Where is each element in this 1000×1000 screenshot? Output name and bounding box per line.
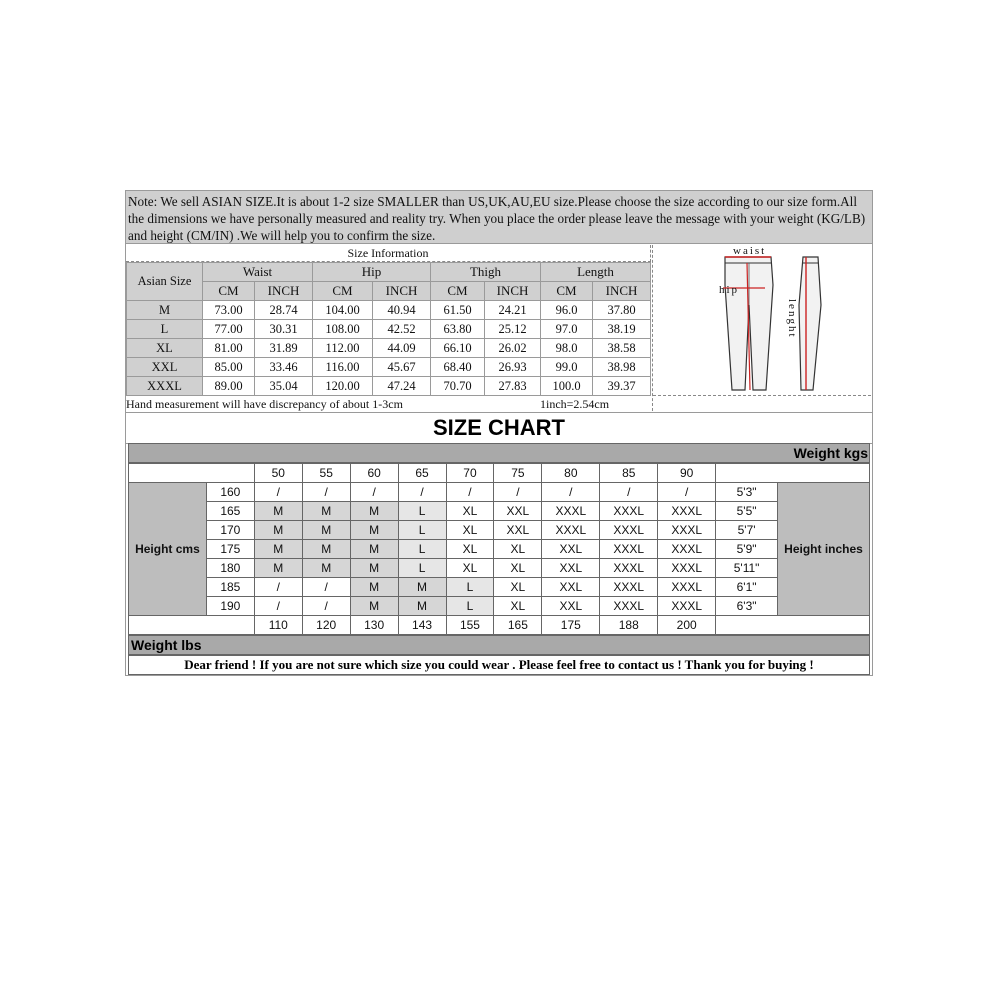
weight-lb-value: 130 (350, 616, 398, 635)
blank-cell (716, 616, 870, 635)
unit-header: INCH (373, 282, 431, 301)
size-cell: / (398, 483, 446, 502)
measurement-cell: 116.00 (313, 358, 373, 377)
size-cell: XL (494, 597, 542, 616)
size-cell: XL (446, 540, 494, 559)
size-cell: XXL (542, 578, 600, 597)
measurement-cell: 44.09 (373, 339, 431, 358)
size-cell: L (398, 540, 446, 559)
size-cell: M (350, 597, 398, 616)
size-chart-table (128, 463, 870, 635)
measurement-cell: 66.10 (431, 339, 485, 358)
height-cm-value: 160 (206, 483, 254, 502)
size-cell: / (446, 483, 494, 502)
illustration-divider (653, 395, 871, 396)
pants-illustration (652, 245, 872, 411)
size-cell: XXXL (658, 578, 716, 597)
size-information-footer (126, 396, 650, 412)
size-cell: M (350, 502, 398, 521)
size-cell: / (302, 578, 350, 597)
height-cm-value: 180 (206, 559, 254, 578)
size-cell: M (350, 578, 398, 597)
height-row (129, 578, 870, 597)
measurement-cell: 25.12 (485, 320, 541, 339)
size-information-table (126, 262, 651, 396)
height-inch-value: 5'9" (716, 540, 778, 559)
measurement-cell: 26.93 (485, 358, 541, 377)
height-row (129, 483, 870, 502)
weight-kgs-bar: Weight kgs (128, 443, 870, 463)
weight-kg-value: 85 (600, 464, 658, 483)
measurement-cell: 89.00 (203, 377, 255, 396)
size-cell: XL (494, 578, 542, 597)
measurement-cell: 97.0 (541, 320, 593, 339)
hip-label: hip (719, 284, 740, 296)
size-cell: / (658, 483, 716, 502)
weight-lb-value: 155 (446, 616, 494, 635)
size-chart (128, 443, 870, 675)
size-cell: XXXL (658, 597, 716, 616)
weight-kg-value: 70 (446, 464, 494, 483)
size-cell: / (302, 597, 350, 616)
weight-lbs-bar: Weight lbs (128, 635, 870, 655)
weight-kg-value: 50 (254, 464, 302, 483)
measurement-cell: 31.89 (255, 339, 313, 358)
height-row (129, 559, 870, 578)
size-cell: M (398, 597, 446, 616)
height-inch-value: 6'3" (716, 597, 778, 616)
measurement-cell: 24.21 (485, 301, 541, 320)
size-cell: M (350, 521, 398, 540)
size-row (127, 320, 651, 339)
measurement-cell: 45.67 (373, 358, 431, 377)
pants-diagram (653, 245, 871, 395)
thigh-header: Thigh (431, 263, 541, 282)
size-cell: XL (494, 559, 542, 578)
height-cm-value: 165 (206, 502, 254, 521)
size-row (127, 301, 651, 320)
size-cell: XXXL (658, 540, 716, 559)
height-inch-value: 5'5" (716, 502, 778, 521)
size-cell: XXL (494, 502, 542, 521)
size-label: XXL (127, 358, 203, 377)
unit-header: INCH (485, 282, 541, 301)
measurement-cell: 96.0 (541, 301, 593, 320)
inch-conversion-note: 1inch=2.54cm (540, 397, 610, 411)
size-label: XXXL (127, 377, 203, 396)
size-cell: XL (446, 559, 494, 578)
height-row (129, 521, 870, 540)
size-chart-title: SIZE CHART (126, 412, 872, 444)
measurement-cell: 30.31 (255, 320, 313, 339)
weight-kg-value: 75 (494, 464, 542, 483)
size-cell: / (600, 483, 658, 502)
size-cell: XXXL (600, 540, 658, 559)
height-row (129, 597, 870, 616)
measurement-cell: 38.98 (593, 358, 651, 377)
height-cm-value: 185 (206, 578, 254, 597)
height-cms-label: Height cms (129, 483, 207, 616)
weight-lb-value: 175 (542, 616, 600, 635)
size-cell: / (542, 483, 600, 502)
size-cell: / (254, 483, 302, 502)
unit-header: CM (313, 282, 373, 301)
size-cell: / (254, 578, 302, 597)
height-inch-value: 5'7' (716, 521, 778, 540)
measurement-cell: 73.00 (203, 301, 255, 320)
measurement-cell: 112.00 (313, 339, 373, 358)
length-label: lenght (786, 299, 798, 339)
size-label: M (127, 301, 203, 320)
height-cm-value: 175 (206, 540, 254, 559)
size-cell: XXXL (658, 521, 716, 540)
measurement-cell: 47.24 (373, 377, 431, 396)
size-cell: M (254, 540, 302, 559)
size-cell: XXL (494, 521, 542, 540)
height-cm-value: 170 (206, 521, 254, 540)
measurement-cell: 61.50 (431, 301, 485, 320)
unit-header: INCH (255, 282, 313, 301)
measurement-cell: 26.02 (485, 339, 541, 358)
weight-kg-value: 80 (542, 464, 600, 483)
unit-header: CM (541, 282, 593, 301)
weight-kgs-row (129, 464, 870, 483)
unit-header: INCH (593, 282, 651, 301)
size-row (127, 358, 651, 377)
size-label: XL (127, 339, 203, 358)
height-row (129, 502, 870, 521)
measurement-cell: 100.0 (541, 377, 593, 396)
pants-side-shape (799, 257, 821, 390)
measurement-cell: 120.00 (313, 377, 373, 396)
measurement-cell: 81.00 (203, 339, 255, 358)
size-cell: XXXL (658, 502, 716, 521)
size-cell: / (302, 483, 350, 502)
unit-header: CM (203, 282, 255, 301)
weight-kg-value: 65 (398, 464, 446, 483)
measurement-cell: 38.58 (593, 339, 651, 358)
height-inch-value: 5'3" (716, 483, 778, 502)
measurement-cell: 39.37 (593, 377, 651, 396)
measurement-cell: 99.0 (541, 358, 593, 377)
measurement-cell: 42.52 (373, 320, 431, 339)
size-cell: XXL (542, 559, 600, 578)
size-guide (125, 190, 873, 676)
height-inches-label: Height inches (778, 483, 870, 616)
measurement-cell: 33.46 (255, 358, 313, 377)
size-cell: M (302, 502, 350, 521)
asian-size-header: Asian Size (127, 263, 203, 301)
size-cell: L (398, 502, 446, 521)
size-cell: XXXL (600, 578, 658, 597)
size-cell: M (398, 578, 446, 597)
weight-lb-value: 188 (600, 616, 658, 635)
measurement-cell: 98.0 (541, 339, 593, 358)
size-cell: M (254, 502, 302, 521)
measurement-cell: 108.00 (313, 320, 373, 339)
size-cell: M (302, 521, 350, 540)
measurement-cell: 35.04 (255, 377, 313, 396)
blank-cell (129, 616, 255, 635)
measurement-cell: 28.74 (255, 301, 313, 320)
size-cell: XL (446, 521, 494, 540)
size-label: L (127, 320, 203, 339)
unit-header: CM (431, 282, 485, 301)
size-cell: / (494, 483, 542, 502)
size-cell: XXL (542, 540, 600, 559)
weight-kg-value: 55 (302, 464, 350, 483)
measurement-note: Hand measurement will have discrepancy of about 1-3cm (126, 397, 403, 411)
size-cell: XXL (542, 597, 600, 616)
size-note: Note: We sell ASIAN SIZE.It is about 1-2 size SMALLER than US,UK,AU,EU size.Please choose the size according to our size form.All the dimensions we have personally measured and reality try. When you place the order please leave the message with your weight (KG/LB) and height (CM/IN) .We will help you to confirm the size. (126, 191, 872, 244)
size-cell: XXXL (542, 521, 600, 540)
measurement-cell: 27.83 (485, 377, 541, 396)
blank-cell (716, 464, 870, 483)
measurement-cell: 77.00 (203, 320, 255, 339)
size-cell: XXXL (600, 521, 658, 540)
thank-you-footer: Dear friend ! If you are not sure which size you could wear . Please feel free to contact us ! Thank you for buying ! (128, 655, 870, 675)
size-cell: L (398, 521, 446, 540)
height-row (129, 540, 870, 559)
measurement-cell: 68.40 (431, 358, 485, 377)
weight-lb-value: 165 (494, 616, 542, 635)
weight-lb-value: 120 (302, 616, 350, 635)
measurement-cell: 104.00 (313, 301, 373, 320)
size-cell: XXXL (600, 502, 658, 521)
size-cell: L (446, 578, 494, 597)
measurement-cell: 40.94 (373, 301, 431, 320)
measurement-cell: 38.19 (593, 320, 651, 339)
weight-lb-value: 143 (398, 616, 446, 635)
waist-label: waist (733, 245, 767, 257)
size-cell: XXXL (542, 502, 600, 521)
height-inch-value: 5'11" (716, 559, 778, 578)
size-cell: M (302, 540, 350, 559)
measurement-cell: 85.00 (203, 358, 255, 377)
size-cell: XXXL (600, 597, 658, 616)
measurement-cell: 37.80 (593, 301, 651, 320)
length-header: Length (541, 263, 651, 282)
hip-header: Hip (313, 263, 431, 282)
size-cell: XXXL (658, 559, 716, 578)
height-cm-value: 190 (206, 597, 254, 616)
weight-lbs-row (129, 616, 870, 635)
size-cell: M (254, 521, 302, 540)
size-cell: M (350, 559, 398, 578)
size-cell: M (254, 559, 302, 578)
weight-lb-value: 200 (658, 616, 716, 635)
weight-lb-value: 110 (254, 616, 302, 635)
size-cell: / (254, 597, 302, 616)
size-information-title: Size Information (126, 245, 651, 262)
size-cell: XL (494, 540, 542, 559)
size-cell: M (302, 559, 350, 578)
measurement-cell: 63.80 (431, 320, 485, 339)
weight-kg-value: 60 (350, 464, 398, 483)
size-cell: XXXL (600, 559, 658, 578)
size-cell: L (446, 597, 494, 616)
measurement-cell: 70.70 (431, 377, 485, 396)
size-cell: L (398, 559, 446, 578)
size-information-section (126, 245, 652, 411)
waist-header: Waist (203, 263, 313, 282)
size-row (127, 377, 651, 396)
size-row (127, 339, 651, 358)
weight-kg-value: 90 (658, 464, 716, 483)
height-inch-value: 6'1" (716, 578, 778, 597)
size-cell: / (350, 483, 398, 502)
size-cell: XL (446, 502, 494, 521)
size-cell: M (350, 540, 398, 559)
blank-cell (129, 464, 255, 483)
